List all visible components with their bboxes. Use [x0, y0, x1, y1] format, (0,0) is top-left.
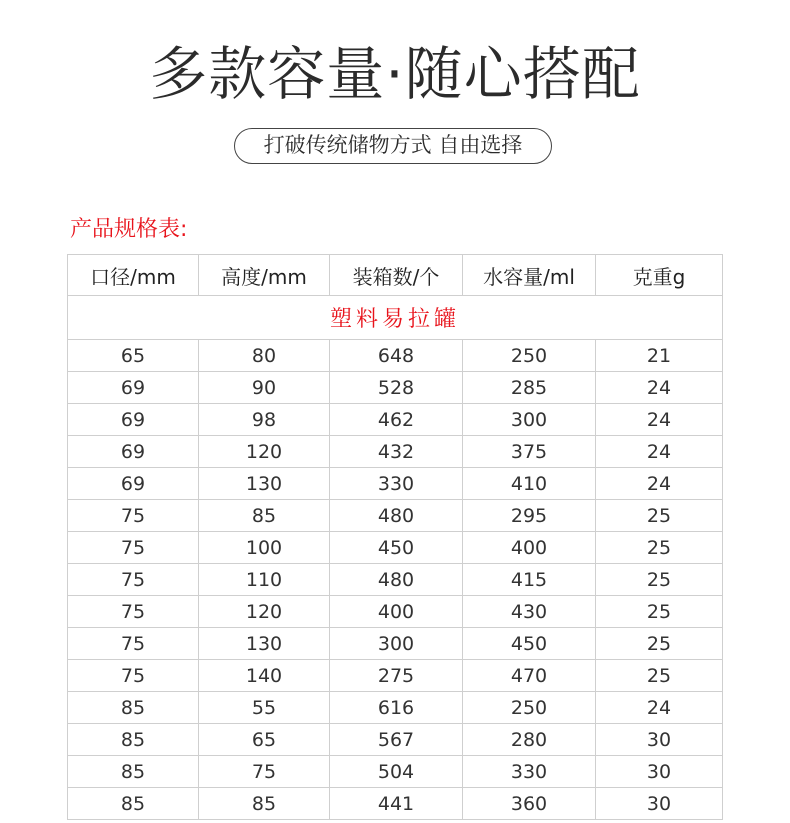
cell-weight: 24	[596, 692, 723, 724]
table-row	[68, 628, 723, 660]
cell-weight: 24	[596, 404, 723, 436]
cell-weight: 21	[596, 340, 723, 372]
cell-height: 80	[199, 340, 330, 372]
table-row	[68, 404, 723, 436]
spec-table-label: 产品规格表:	[70, 217, 188, 242]
cell-height: 130	[199, 628, 330, 660]
cell-box-quantity: 528	[330, 372, 463, 404]
cell-water-capacity: 360	[463, 788, 596, 820]
column-header-weight: 克重g	[596, 255, 723, 296]
cell-height: 65	[199, 724, 330, 756]
cell-box-quantity: 441	[330, 788, 463, 820]
cell-weight: 24	[596, 372, 723, 404]
cell-box-quantity: 300	[330, 628, 463, 660]
cell-diameter: 85	[68, 788, 199, 820]
cell-diameter: 85	[68, 724, 199, 756]
cell-weight: 25	[596, 532, 723, 564]
table-row	[68, 692, 723, 724]
table-row	[68, 436, 723, 468]
cell-diameter: 69	[68, 372, 199, 404]
cell-box-quantity: 504	[330, 756, 463, 788]
cell-diameter: 69	[68, 436, 199, 468]
table-row	[68, 660, 723, 692]
table-row	[68, 564, 723, 596]
table-row	[68, 756, 723, 788]
cell-diameter: 65	[68, 340, 199, 372]
cell-water-capacity: 250	[463, 692, 596, 724]
column-header-height: 高度/mm	[199, 255, 330, 296]
cell-diameter: 69	[68, 404, 199, 436]
table-row	[68, 788, 723, 820]
cell-box-quantity: 480	[330, 500, 463, 532]
cell-diameter: 75	[68, 660, 199, 692]
cell-weight: 30	[596, 756, 723, 788]
cell-weight: 25	[596, 628, 723, 660]
cell-diameter: 69	[68, 468, 199, 500]
cell-weight: 25	[596, 500, 723, 532]
cell-height: 75	[199, 756, 330, 788]
column-header-water-capacity: 水容量/ml	[463, 255, 596, 296]
table-row	[68, 532, 723, 564]
cell-water-capacity: 280	[463, 724, 596, 756]
cell-height: 120	[199, 596, 330, 628]
cell-box-quantity: 432	[330, 436, 463, 468]
section-title: 塑料易拉罐	[68, 296, 723, 340]
cell-height: 110	[199, 564, 330, 596]
spec-table	[67, 254, 723, 820]
cell-box-quantity: 567	[330, 724, 463, 756]
cell-box-quantity: 462	[330, 404, 463, 436]
cell-box-quantity: 480	[330, 564, 463, 596]
cell-height: 140	[199, 660, 330, 692]
cell-box-quantity: 275	[330, 660, 463, 692]
cell-box-quantity: 450	[330, 532, 463, 564]
cell-diameter: 75	[68, 564, 199, 596]
cell-weight: 30	[596, 788, 723, 820]
cell-diameter: 85	[68, 692, 199, 724]
cell-water-capacity: 415	[463, 564, 596, 596]
cell-diameter: 75	[68, 532, 199, 564]
cell-diameter: 75	[68, 500, 199, 532]
table-row	[68, 500, 723, 532]
cell-height: 90	[199, 372, 330, 404]
cell-box-quantity: 648	[330, 340, 463, 372]
table-row	[68, 596, 723, 628]
cell-water-capacity: 285	[463, 372, 596, 404]
cell-water-capacity: 430	[463, 596, 596, 628]
table-row	[68, 340, 723, 372]
page-title: 多款容量·随心搭配	[149, 40, 641, 108]
cell-height: 85	[199, 500, 330, 532]
column-header-diameter: 口径/mm	[68, 255, 199, 296]
cell-height: 130	[199, 468, 330, 500]
table-header-row	[68, 255, 723, 296]
cell-box-quantity: 616	[330, 692, 463, 724]
cell-weight: 25	[596, 660, 723, 692]
subtitle-pill: 打破传统储物方式 自由选择	[234, 128, 552, 164]
column-header-box-quantity: 装箱数/个	[330, 255, 463, 296]
cell-diameter: 75	[68, 628, 199, 660]
cell-height: 55	[199, 692, 330, 724]
cell-water-capacity: 410	[463, 468, 596, 500]
cell-height: 98	[199, 404, 330, 436]
cell-height: 120	[199, 436, 330, 468]
cell-weight: 24	[596, 468, 723, 500]
table-row	[68, 468, 723, 500]
cell-diameter: 75	[68, 596, 199, 628]
cell-weight: 24	[596, 436, 723, 468]
cell-water-capacity: 250	[463, 340, 596, 372]
cell-height: 85	[199, 788, 330, 820]
cell-water-capacity: 330	[463, 756, 596, 788]
table-row	[68, 372, 723, 404]
cell-water-capacity: 400	[463, 532, 596, 564]
section-row	[68, 296, 723, 340]
cell-weight: 25	[596, 596, 723, 628]
cell-box-quantity: 400	[330, 596, 463, 628]
cell-water-capacity: 300	[463, 404, 596, 436]
cell-water-capacity: 450	[463, 628, 596, 660]
cell-box-quantity: 330	[330, 468, 463, 500]
cell-diameter: 85	[68, 756, 199, 788]
table-row	[68, 724, 723, 756]
cell-height: 100	[199, 532, 330, 564]
cell-weight: 25	[596, 564, 723, 596]
cell-water-capacity: 375	[463, 436, 596, 468]
cell-water-capacity: 470	[463, 660, 596, 692]
cell-water-capacity: 295	[463, 500, 596, 532]
cell-weight: 30	[596, 724, 723, 756]
